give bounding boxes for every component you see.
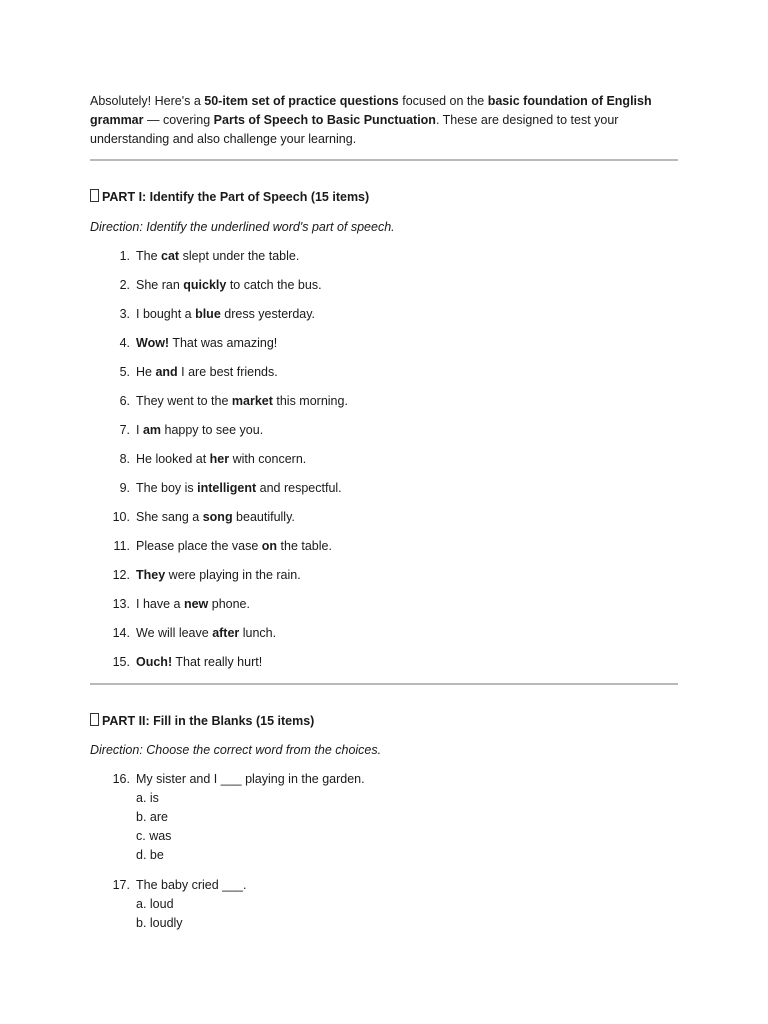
part-one-list bbox=[90, 247, 650, 682]
item-text-pre: Please place the vase bbox=[136, 539, 262, 553]
item-text bbox=[136, 421, 263, 440]
list-item bbox=[90, 508, 650, 537]
item-text-post: dress yesterday. bbox=[220, 307, 316, 321]
item-text-post: to catch the bus. bbox=[226, 278, 322, 292]
item-number: 5. bbox=[119, 365, 130, 379]
part-one-direction: Direction: Identify the underlined word's part of speech. bbox=[90, 220, 395, 234]
item-target-word: Wow! bbox=[136, 336, 170, 350]
item-target-word: on bbox=[261, 539, 278, 553]
item-number: 7. bbox=[119, 423, 130, 437]
item-text-pre: She sang a bbox=[136, 510, 203, 524]
question-item bbox=[90, 876, 650, 933]
question-stem: The baby cried ___. bbox=[136, 878, 247, 892]
intro-text: focused on the bbox=[398, 94, 488, 108]
horizontal-rule bbox=[90, 159, 678, 161]
list-item bbox=[90, 653, 650, 682]
item-number: 8. bbox=[119, 452, 130, 466]
list-item bbox=[90, 450, 650, 479]
part-one-heading bbox=[90, 188, 369, 207]
item-text-post: were playing in the rain. bbox=[165, 568, 301, 582]
item-text-pre: She ran bbox=[136, 278, 184, 292]
answer-option: c. was bbox=[136, 829, 172, 843]
item-text bbox=[136, 363, 278, 382]
list-item bbox=[90, 363, 650, 392]
item-target-word: intelligent bbox=[197, 481, 257, 495]
intro-paragraph bbox=[90, 92, 680, 149]
item-number: 6. bbox=[119, 394, 130, 408]
item-text bbox=[136, 624, 276, 643]
intro-bold: Parts of Speech to Basic Punctuation bbox=[213, 113, 436, 127]
answer-options bbox=[136, 789, 650, 865]
item-text-post: slept under the table. bbox=[179, 249, 300, 263]
checkbox-glyph-icon bbox=[90, 189, 99, 202]
item-text-pre: I have a bbox=[136, 597, 184, 611]
item-text-post: That was amazing! bbox=[169, 336, 278, 350]
item-number: 13. bbox=[112, 597, 130, 611]
item-text-post: the table. bbox=[277, 539, 332, 553]
list-item bbox=[90, 305, 650, 334]
item-text-post: beautifully. bbox=[232, 510, 295, 524]
item-target-word: am bbox=[142, 423, 162, 437]
item-text-pre: The bbox=[136, 249, 162, 263]
item-text bbox=[136, 566, 301, 585]
answer-options bbox=[136, 895, 650, 933]
item-text bbox=[136, 537, 332, 556]
answer-option: a. is bbox=[136, 791, 159, 805]
item-text-post: this morning. bbox=[272, 394, 348, 408]
item-text bbox=[136, 334, 277, 353]
part-two-direction: Direction: Choose the correct word from the choices. bbox=[90, 743, 382, 757]
item-text-post: happy to see you. bbox=[161, 423, 264, 437]
intro-bold: basic foundation of English grammar bbox=[90, 94, 652, 127]
item-text bbox=[136, 479, 342, 498]
item-text-post: phone. bbox=[208, 597, 250, 611]
list-item bbox=[90, 334, 650, 363]
question-stem: My sister and I ___ playing in the garden. bbox=[136, 772, 365, 786]
item-target-word: cat bbox=[161, 249, 180, 263]
intro-text: Absolutely! Here's a bbox=[90, 94, 205, 108]
list-item bbox=[90, 537, 650, 566]
item-text-pre: He looked at bbox=[136, 452, 210, 466]
item-text-pre: They went to the bbox=[136, 394, 232, 408]
answer-option: d. be bbox=[136, 848, 164, 862]
item-text-post: lunch. bbox=[239, 626, 277, 640]
item-number: 3. bbox=[119, 307, 130, 321]
item-target-word: her bbox=[209, 452, 230, 466]
item-target-word: after bbox=[212, 626, 240, 640]
item-target-word: Ouch! bbox=[136, 655, 173, 669]
item-number: 11. bbox=[113, 539, 130, 553]
item-target-word: quickly bbox=[183, 278, 227, 292]
item-number: 10. bbox=[112, 510, 130, 524]
item-number: 12. bbox=[112, 568, 130, 582]
list-item bbox=[90, 566, 650, 595]
item-text bbox=[136, 276, 322, 295]
list-item bbox=[90, 247, 650, 276]
answer-option: b. are bbox=[136, 810, 168, 824]
item-text-pre: He bbox=[136, 365, 156, 379]
item-number: 2. bbox=[119, 278, 130, 292]
list-item bbox=[90, 624, 650, 653]
list-item bbox=[90, 392, 650, 421]
part-one-title: PART I: Identify the Part of Speech (15 items) bbox=[102, 190, 370, 204]
part-two-title: PART II: Fill in the Blanks (15 items) bbox=[102, 714, 315, 728]
item-number: 15. bbox=[112, 655, 130, 669]
item-text bbox=[136, 508, 295, 527]
part-two-list bbox=[90, 770, 650, 944]
item-text-post: That really hurt! bbox=[172, 655, 263, 669]
question-item bbox=[90, 770, 650, 865]
item-text bbox=[136, 305, 315, 324]
list-item bbox=[90, 479, 650, 508]
horizontal-rule bbox=[90, 683, 678, 685]
question-number: 17. bbox=[112, 878, 130, 892]
item-text-post: and respectful. bbox=[256, 481, 342, 495]
item-text bbox=[136, 247, 299, 266]
part-two-heading bbox=[90, 712, 314, 731]
item-text-pre: I bbox=[136, 423, 143, 437]
item-text-pre: I bought a bbox=[136, 307, 196, 321]
question-number: 16. bbox=[112, 772, 130, 786]
intro-bold: 50-item set of practice questions bbox=[204, 94, 399, 108]
item-number: 1. bbox=[119, 249, 130, 263]
list-item bbox=[90, 595, 650, 624]
item-target-word: market bbox=[231, 394, 273, 408]
item-number: 9. bbox=[119, 481, 130, 495]
item-text-pre: The boy is bbox=[136, 481, 198, 495]
item-text-pre: We will leave bbox=[136, 626, 213, 640]
item-text bbox=[136, 392, 348, 411]
answer-option: a. loud bbox=[136, 897, 174, 911]
list-item bbox=[90, 421, 650, 450]
intro-text: . These are designed to test your understanding and also challenge your learning. bbox=[90, 113, 619, 146]
item-target-word: new bbox=[183, 597, 209, 611]
item-text bbox=[136, 450, 306, 469]
intro-text: — covering bbox=[143, 113, 214, 127]
item-target-word: and bbox=[155, 365, 178, 379]
item-target-word: blue bbox=[195, 307, 221, 321]
item-number: 4. bbox=[119, 336, 130, 350]
item-text-post: I are best friends. bbox=[177, 365, 278, 379]
item-target-word: They bbox=[136, 568, 166, 582]
item-text-post: with concern. bbox=[229, 452, 307, 466]
item-text bbox=[136, 595, 250, 614]
list-item bbox=[90, 276, 650, 305]
item-target-word: song bbox=[202, 510, 233, 524]
checkbox-glyph-icon bbox=[90, 713, 99, 726]
item-text bbox=[136, 653, 262, 672]
answer-option: b. loudly bbox=[136, 916, 183, 930]
item-number: 14. bbox=[112, 626, 130, 640]
